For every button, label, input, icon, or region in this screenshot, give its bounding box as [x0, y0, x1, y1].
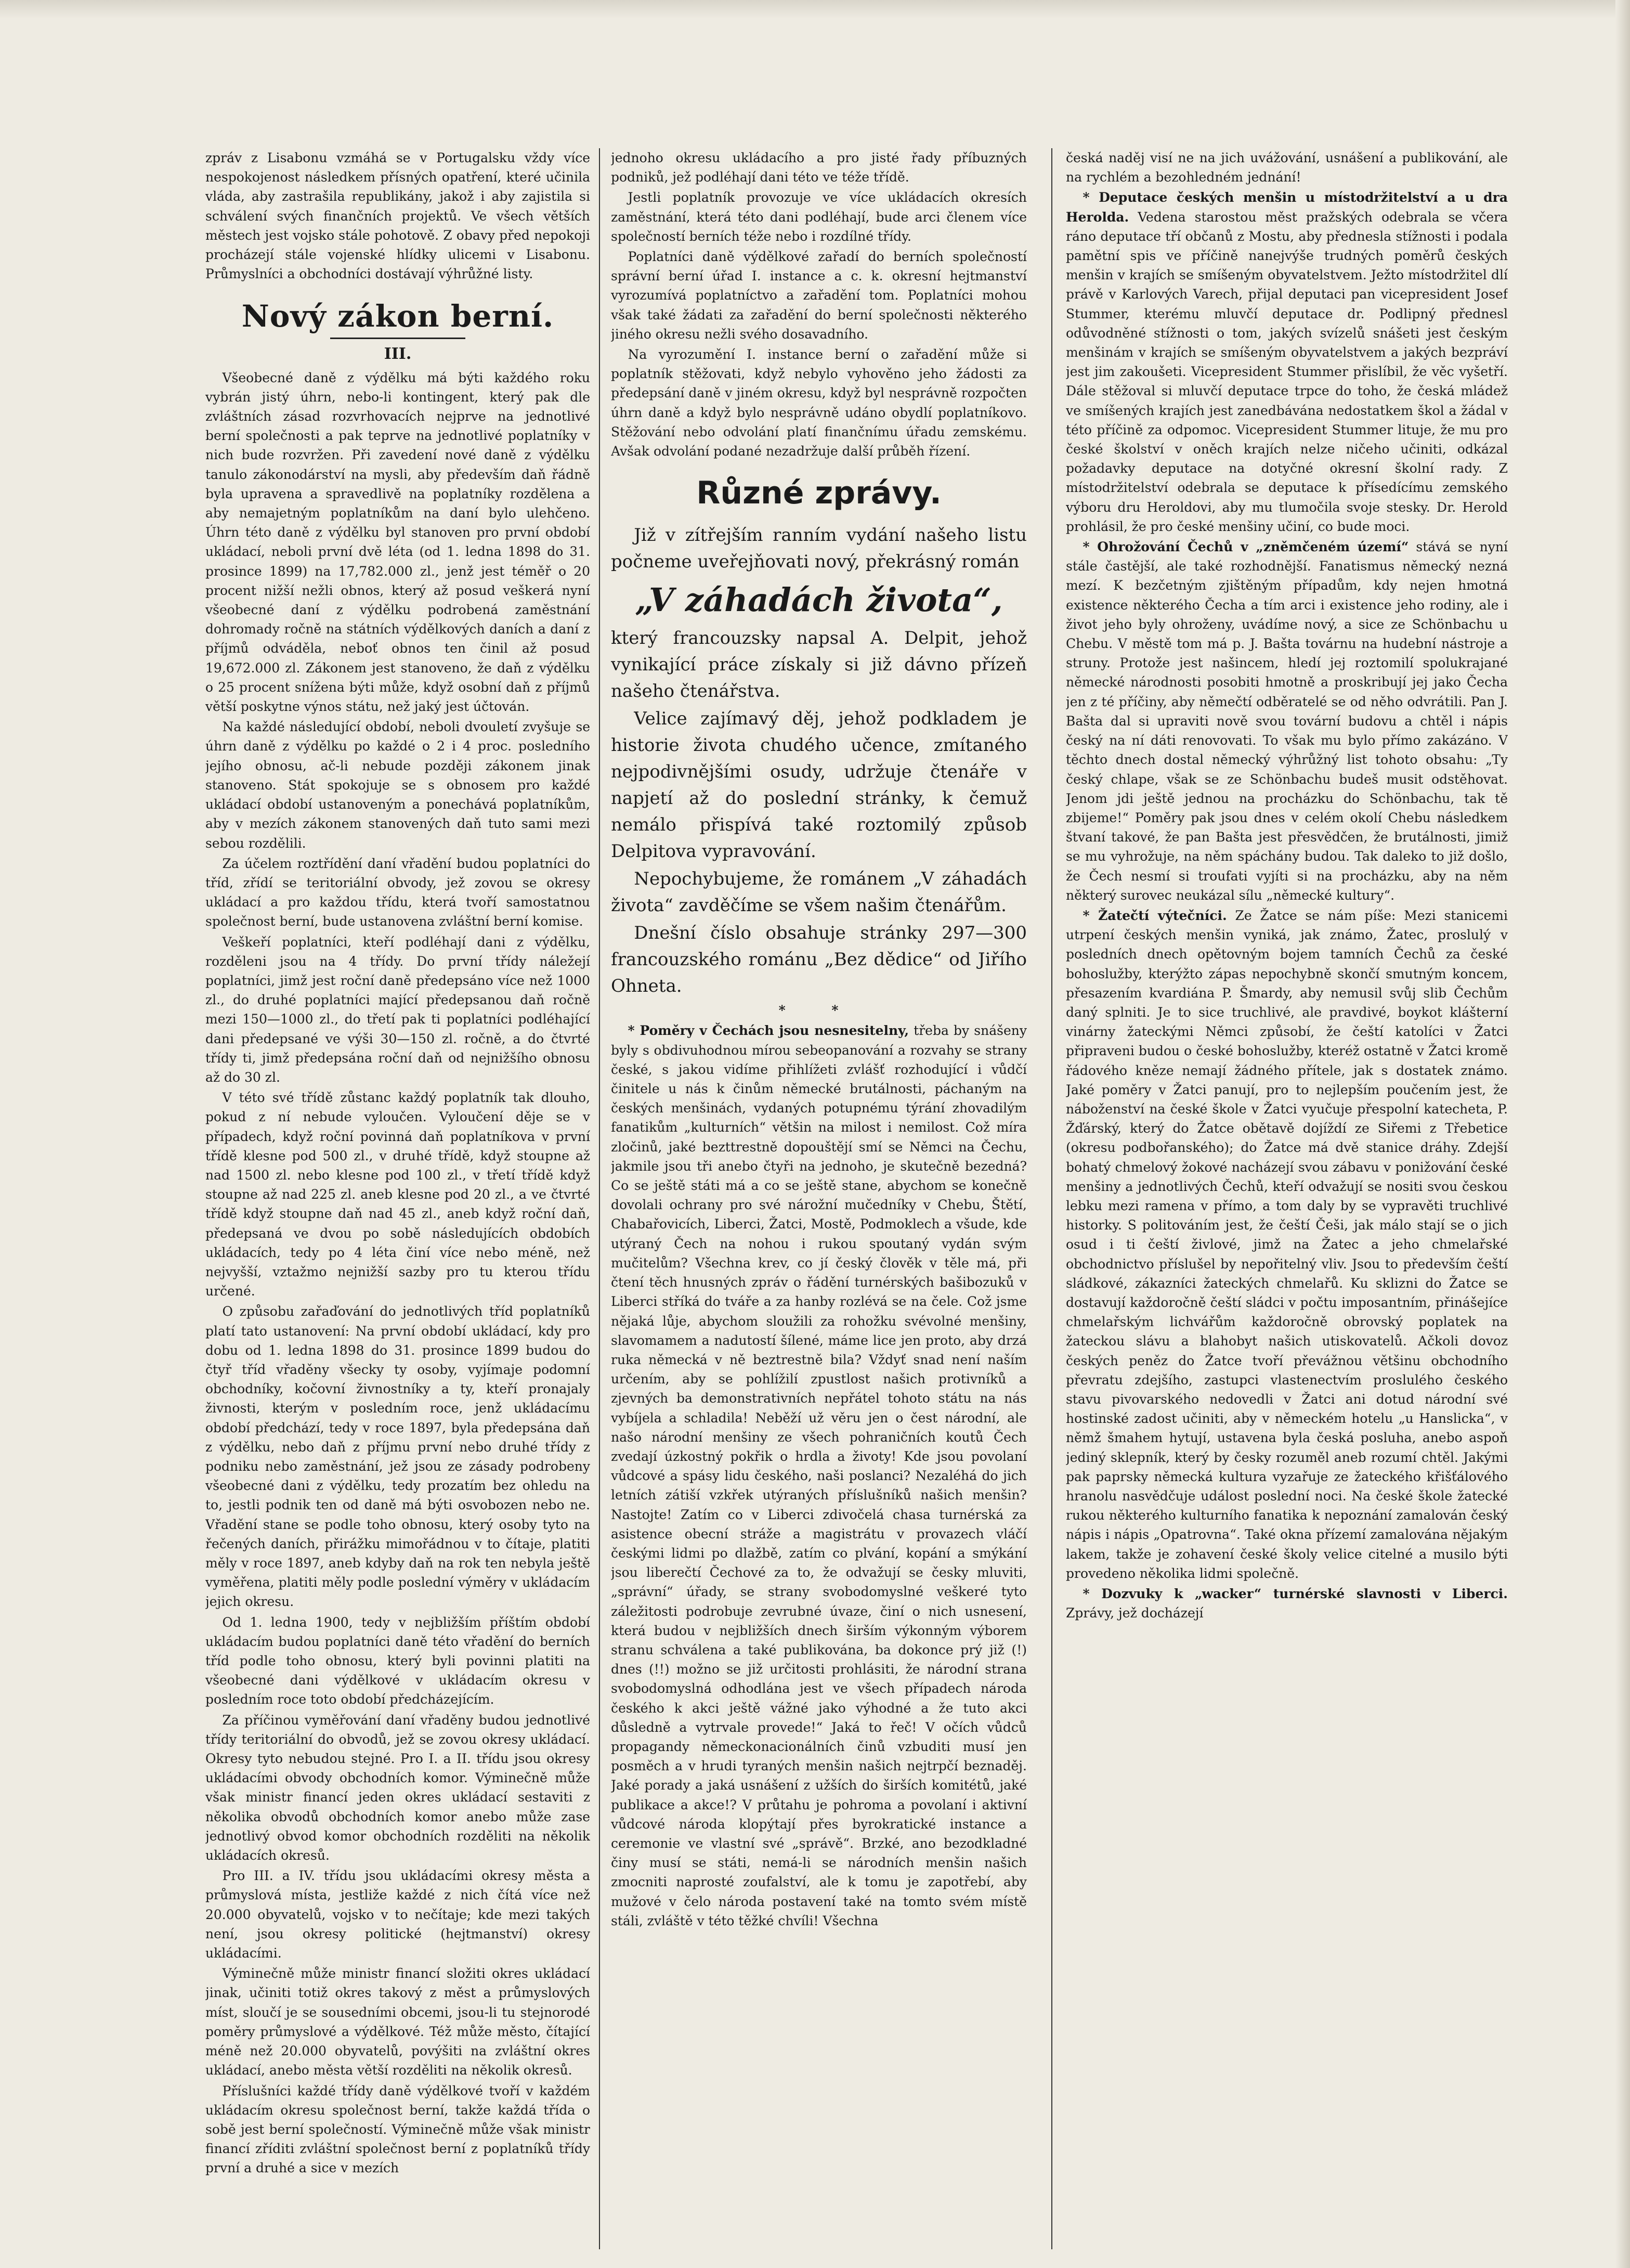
news-item-text: Zprávy, jež docházejí [1066, 1605, 1204, 1621]
announcement-paragraph: Velice zajímavý děj, jehož podkladem je historie života chudého učence, zmítaného nejpodivnějšími osudy, udržuje čtenáře v napjetí až do poslední stránky, k čemuž nemálo přispívá také roztomilý způsob Delpitova vypravování. [611, 708, 1027, 862]
article-paragraph: Pro III. a IV. třídu jsou ukládacími okresy města a průmyslová místa, jestliže každé z nich čítá více než 20.000 obyvatelů, vojsko v to nečítaje; kde mezi takých není, jsou okresy politické (hejtmanství) okresy ukládacími. [205, 1868, 590, 1961]
news-item-heading: * Žatečtí výtečníci. [1083, 908, 1227, 923]
announcement-paragraph: Dnešní číslo obsahuje stránky 297—300 francouzského románu „Bez dědice“ od Jiřího Ohneta. [611, 923, 1027, 997]
article-paragraph: Za účelem roztřídění daní vřadění budou poplatníci do tříd, zřídí se teritoriální obvody, jež zovou se okresy ukládací a pro každou třídu, která tvoří samostatnou společnost berní, bude ustanovena zvláštní berní komise. [205, 856, 590, 929]
news-item [1066, 1584, 1508, 1623]
announcement-paragraph: který francouzsky napsal A. Delpit, jehož vynikající práce získaly si již dávno přízeň našeho čtenářstva. [611, 628, 1027, 702]
article-paragraph: zpráv z Lisabonu vzmáhá se v Portugalsku vždy více nespokojenost následkem přísných opatření, které učinila vláda, aby zastrašila republikány, jakož i aby zajistila si schválení svých finančních projektů. Ve všech větších městech jest vojsko stále pohotově. Z obavy před nepokoji procházejí stále vojenské hlídky ulicemi v Lisabonu. Průmyslníci a obchodníci dostávají výhrůžné listy. [205, 150, 590, 282]
news-item-text: třeba by snášeny byly s obdivuhodnou mírou sebeopanování a rozvahy se strany české, s jakou vidíme přihlížeti zvlášť rozhodující i vůdčí činitele u nás k činům německé brutálnosti, páchaným na českých menšinách, vydaných potupnému týrání zhovadilým fanatikům „kulturních“ většin na milost i nemilost. Což míra zločinů, jaké bezttrestně dopouštějí smí se Němci na Čechu, jakmile jsou tři anebo čtyři na jednoho, je skutečně bezedná? Co se ještě státi má a co se ještě stane, abychom se konečně dovolali ochrany pro své nárožní mučedníky v Chebu, Štětí, Chabařovicích, Liberci, Žatci, Mostě, Podmoklech a všude, kde utýraný Čech na nohou i rukou spoutaný vydán svým mučitelům? Všechna krev, co jí český člověk v těle má, při čtení těch hnusných zpráv o řádění turnérských bašibozuků v Liberci stříká do tváře a za hanby rozlévá se na čele. Což jsme nějaká lůje, abychom sloužili za rohožku svévolné menšiny, slavomamem a nadutostí šílené, máme lice jen proto, aby drzá ruka německá v ně beztrestně bila? Vždyť snad není naším určením, aby se pohlížilí zpustlost našich protivníků a zjevných ba demonstrativních nepřátel tohoto státu na nás vybíjela a schladila! Neběží už věru jen o čest národní, ale našo národní menšiny ze všech pohraničních koutů Čech zvedají úzkostný pokřik o hrdla a životy! Kde jsou povolaní vůdcové a spásy lidu českého, naši poslanci? Nezaléhá do jich letních zátiší vzkřek utýraných příslušníků našich menšin? Nastojte! Zatím co v Liberci zdivočelá chasa turnérská za asistence obecní stráže a magistrátu v provazech vláčí českými lidmi po dlažbě, zatím co plvání, kopání a smýkání jsou liberečtí Čechové za to, že odvažují se česky mluviti, „správní“ úřady, se strany svobodomyslné veškeré tyto záležitosti podrobuje zevrubné úvaze, činí o nich usnesení, která budou v nejbližších dnech širším výkonným výborem stranu schválena a také publikována, ba dokonce prý již (!) dnes (!!) možno se již určitosti prohlásiti, že národní strana svobodomyslná odhodlána jest ve všech případech národa českého k akci ještě vážné jako výhodné a že tuto akci důsledně a vytrvale provede!“ Jaká to řeč! V očích vůdců propagandy německonacionálních činů vzbuditi musí jen posměch a v hrudi tyraných menšin našich nejtrpčí beznaděj. Jaké porady a jaká usnášení z užších do širších komitétů, jaké publikace a akce!? V průtahu je pohroma a povolaní i aktivní vůdcové národa klopýtají přes byrokratické instance a ceremonie ve vlastní své „správě“. Brzké, ano bezodkladné činy musí se státi, nemá-li se národních menšin našich zmocniti naprosté zoufalství, ale k tomu je zapotřebí, aby mužové v čelo národa postavení také na tomto svém místě stáli, zvláště v této těžké chvíli! Všechna [611, 1023, 1027, 1928]
article-paragraph: Veškeří poplatníci, kteří podléhají dani z výdělku, rozděleni jsou na 4 třídy. Do první třídy náležejí poplatníci, jimž jest roční daně předepsáno více než 1000 zl., do druhé poplatníci mající předepsanou daň ročně mezi 150—1000 zl., do třetí pak ti poplatníci podléhající dani předepsané ve výši 30—150 zl. ročně, a do čtvrté třídy ti, jimž předepsána roční daň od nejnižšího obnosu až do 30 zl. [205, 934, 590, 1085]
article-paragraph: Poplatníci daně výdělkové zařadí do berních společností správní berní úřad I. instance a c. k. okresní hejtmanství vyrozumívá poplatníctvo a zařadění tom. Poplatníci mohou však také žádati za zařadění do berní společnosti některého jiného okresu nežli svého dosavadního. [611, 249, 1027, 342]
article-paragraph: Od 1. ledna 1900, tedy v nejbližším příštím období ukládacím budou poplatníci daně této vřadění do berních tříd podle toho obnosu, který byli povinni platiti na všeobecné dani výdělkové v ukládacím okresu v posledním roce toto období předcházejícím. [205, 1614, 590, 1707]
section-heading-various-news: Různé zprávy. [696, 475, 942, 512]
page-edge-top [0, 0, 1630, 19]
announcement-paragraph: Nepochybujeme, že románem „V záhadách života“ zavděčíme se všem našim čtenářům. [611, 869, 1027, 916]
article-paragraph: Na vyrozumění I. instance berní o zařadění může si poplatník stěžovati, když nebylo vyhověno jeho žádosti za předepsání daně v jiném okresu, když byl nesprávně rozpočten úhrn daně a když bylo nesprávně udáno obydlí poplatníkovo. Stěžování nebo odvolání platí finančnímu úřadu zemskému. Avšak odvolání podané nezadržuje další průběh řízení. [611, 347, 1027, 459]
announcement-paragraph: Již v zítřejším ranním vydání našeho listu počneme uveřejňovati nový, překrásný román [611, 525, 1027, 573]
column-3 [1066, 148, 1508, 2254]
column-2 [611, 148, 1027, 2254]
novel-title: „V záhadách života“, [635, 581, 1003, 619]
separator-stars: * * [778, 1003, 859, 1018]
news-item [1066, 906, 1508, 1583]
article-paragraph: Příslušníci každé třídy daně výdělkové tvoří v každém ukládacím okresu společnost berní, takže každá třída o sobě jest berní společností. Výminečně může však ministr financí zříditi zvláštní společnost berní z poplatníků třídy první a druhé a sice v mezích [205, 2083, 590, 2176]
heading-rule [330, 338, 465, 339]
section-number: III. [384, 345, 412, 364]
news-item-heading: * Dozvuky k „wacker“ turnérské slavnosti v Liberci. [1083, 1586, 1508, 1602]
article-paragraph: česká naděj visí ne na jich uvážování, usnášení a publikování, ale na rychlém a bezohledném jednání! [1066, 150, 1508, 185]
news-item-text: Vedena starostou měst pražských odebrala se včera ráno deputace tří občanů z Mostu, aby přednesla stížnosti i podala pamětní spis ve příčině nanejvýše trudných poměrů českých menšin v krajích se smíšeným obyvatelstvem. Ježto místodržitel dlí právě v Karlových Varech, přijal deputaci pan vicepresident Josef Stummer, kterému mluvčí deputace dr. Podlipný přednesl odůvodněné stížnosti o tom, jakých svízelů snášeti jest českým menšinám v krajích se smíšeným obyvatelstvem a jakých bezpráví jest jim zakoušeti. Vicepresident Stummer přislíbil, že věc vyšetří. Dále stěžoval si mluvčí deputace trpce do toho, že česká mládež ve smíšených krajích jest zanedbávána nedostatkem škol a žádal v této příčině za odpomoc. Vicepresident Stummer lituje, že mu pro české školství v oněch krajích nelze ničeho učiniti, odkázal požadavky deputace na dotyčné okresní školní rady. Z místodržitelství odebrala se deputace k přísedícímu zemského výboru dru Heroldovi, aby mu tlumočila svoje stesky. Dr. Herold prohlásil, že pro české menšiny učiní, co bude moci. [1066, 209, 1508, 534]
news-item-text: stává se nyní stále častější, ale také rozhodnější. Fanatismus německý nezná mezí. K bezčetným zjištěným případům, kdy nejen hmotná existence některého Čecha a tím arci i existence jeho rodiny, ale i život jeho byly ohroženy, uvádíme nový, a sice ze Schönbachu u Chebu. V městě tom má p. J. Bašta továrnu na hudební nástroje a struny. Protože jest našincem, hledí jej roztomilí spolukrajané německé národnosti posobiti hmotně a proskribují jej jako Čecha jen z té příčiny, aby němečtí odběratelé se od něho odvrátili. Pan J. Bašta dal si upraviti nově svou tovární budovu a chtěl i nápis český na ní dáti renovovati. To však mu bylo přímo zakázáno. V těchto dnech dostal německý výhrůžný list tohoto obsahu: „Ty český chlape, však se ze Schönbachu budeš musit odstěhovat. Jenom jdi ještě jednou na procházku do Schönbachu, tak tě zbijeme!“ Poměry pak jsou dnes v celém okolí Chebu následkem štvaní takové, že pan Bašta jest přesvědčen, že brutálnosti, jimiž se mu vyhrožuje, na něm spáchány budou. Tak daleko to již došlo, že Čech nesmí si troufati vyjíti si na procházku, aby na něm některý surovec neukázal sílu „německé kultury“. [1066, 539, 1508, 903]
article-paragraph: Výminečně může ministr financí složiti okres ukládací jinak, učiniti totiž okres takový z měst a průmyslových míst, sloučí je se sousedními obcemi, jsou-li tu stejnorodé poměry průmyslové a výdělkové. Též může město, čítající méně než 20.000 obyvatelů, povýšiti na zvláštní okres ukládací, anebo města větší rozděliti na několik okresů. [205, 1966, 590, 2078]
column-rule-1 [599, 148, 600, 2249]
article-paragraph: Za příčinou vyměřování daní vřaděny budou jednotlivé třídy teritoriální do obvodů, jež se zovou okresy ukládací. Okresy tyto nebudou stejné. Pro I. a II. třídu jsou okresy ukládacími obvody obchodních komor. Výminečně může však ministr financí jeden okres ukládací sestaviti z několika obvodů obchodních komor anebo může zase jednotlivý obvod komor obchodních rozděliti na několik ukládacích okresů. [205, 1712, 590, 1863]
news-item [611, 1021, 1027, 1930]
news-item [1066, 537, 1508, 905]
article-paragraph: Jestli poplatník provozuje ve více ukládacích okresích zaměstnání, která této dani podléhají, bude arci členem více společností berních téže nebo i rozdílné třídy. [611, 190, 1027, 244]
article-paragraph: O způsobu zařaďování do jednotlivých tříd poplatníků platí tato ustanovení: Na první období ukládací, kdy pro dobu od 1. ledna 1898 do 31. prosince 1899 budou do čtyř tříd vřaděny všecky ty osoby, vyjímaje podomní obchodníky, kočovní živnostníky a ty, kteří pronajaly živnosti, kterým v posledním roce, jenž ukládacímu období předchází, tedy v roce 1897, byla předepsána daň z výdělku, nebo daň z příjmu první nebo druhé třídy z podniku nebo zaměstnání, jež jsou ze zásady podrobeny všeobecné dani z výdělku, tedy prozatím bez ohledu na to, jestli podnik ten od daně má býti osvobozen nebo ne. Vřadění stane se podle toho obnosu, který osoby tyto na řečených daních, přirážku mimořádnou v to čítaje, platiti měly v roce 1897, aneb kdyby daň na rok ten nebyla ještě vyměřena, platiti měly podle poslední výměry v ukládacím jejich okresu. [205, 1304, 590, 1610]
news-item-heading: * Poměry v Čechách jsou nesnesitelny, [628, 1023, 909, 1039]
news-item-heading: * Ohrožování Čechů v „zněmčeném území“ [1083, 539, 1409, 555]
column-1 [205, 148, 590, 2254]
article-paragraph: jednoho okresu ukládacího a pro jisté řady příbuzných podniků, jež podléhají dani této ve téže třídě. [611, 150, 1027, 185]
news-item [1066, 188, 1508, 536]
page-edge-right [1615, 0, 1630, 2268]
article-paragraph: Na každé následující období, neboli dvouletí zvyšuje se úhrn daně z výdělku po každé o 2 i 4 proc. posledního jejího obnosu, ač-li nebude později zákonem jinak stanoveno. Stát spokojuje se s obnosem pro každé ukládací období ustanoveným a ponechává poplatníkům, aby v mezích zákonem stanovených daň tuto sami mezi sebou rozdělili. [205, 719, 590, 851]
news-item-heading: * Deputace českých menšin u místodržitelství a u dra Herolda. [1066, 190, 1508, 225]
article-heading-tax-law: Nový zákon berní. [241, 299, 554, 334]
column-rule-2 [1051, 148, 1052, 2249]
news-item-text: Ze Žatce se nám píše: Mezi stanicemi utrpení českých menšin vyniká, jak známo, Žatec, proslulý v posledních dnech opětovným bojem tamních Čechů za české bohoslužby, kterýžto zápas nepochybně skončí smutným koncem, přesazením kvardiána P. Šmardy, aby nemusil svůj slib Čechům daný splniti. Je to sice truchlivé, ale pravdivé, boykot klášterní vinárny žateckými Němci způsobí, že čeští katolíci v Žatci připraveni budou o české bohoslužby, kteréž ostatně v Žatci kromě řádového kněze nemají žádného přítele, jak s dostatek známo. Jaké poměry v Žatci panují, pro to nejlepším poučením jest, že náboženství na české škole v Žatci vyučuje přespolní katecheta, P. Žďárský, který do Žatce obětavě dojíždí ze Siřemi z Třebetice (okresu podbořanského); do Žatce má dvě stanice dráhy. Zdejší bohatý chmelový žokové nacházejí svou zábavu v ponižování české menšiny a jednotlivých Čechů, kteří odvažují se nositi svou českou lebku mezi ramena v přímo, a tom daly by se vypravěti truchlivé historky. S politováním jest, že čeští Češi, jak málo stají se o jich osud i ti čeští živlové, jimž na Žatec a jeho chmelařské obchodnictvo příslušel by nepořitelný vliv. Jsou to především čeští sládkové, zákazníci žateckých chmelařů. Ku sklizni do Žatce se dostavují každoročně čeští sládci v počtu imposantním, přinášejíce chmelařským lichvářům každoročně obrovský poplatek na žateckou slávu a blahobyt našich utiskovatelů. Ačkoli dovoz českých peněz do Žatce tvoří převážnou většinu obchodního převratu zdejšího, zastupci vlastenectvím proslulého českého stavu pivovarského nedovedli v Žatci ani dotud národní své hostinské zadost učiniti, aby v německém hotelu „u Hanslicka“, v němž šmahem hytují, ustavena byla česká posluha, anebo aspoň jediný sklepník, který by česky rozuměl aneb rozumí chtěl. Jakými pak paprsky německá kultura vyzařuje ze žateckého křišťálového hranolu nasvědčuje událost poslední noci. Na české škole žatecké rukou některého kulturního fanatika k nepoznání zamalován český nápis i nápis „Opatrovna“. Také okna přízemí zamalována nějakým lakem, takže je zohavení české školy velice citelné a musilo býti provedeno několika lidmi společně. [1066, 908, 1508, 1581]
article-paragraph: Všeobecné daně z výdělku má býti každého roku vybrán jistý úhrn, nebo-li kontingent, který pak dle zvláštních zásad rozvrhovacích nejprve na jednotlivé berní společnosti a pak teprve na jednotlivé poplatníky v nich bude rozvržen. Při zavedení nové daně z výdělku tanulo zákonodárství na mysli, aby především daň řádně byla upravena a spravedlivě na poplatníky rozdělena a aby nemajetným poplatníkům na daní bylo ulehčeno. Úhrn této daně z výdělku byl stanoven pro první období ukládací, neboli první dvě léta (od 1. ledna 1898 do 31. prosince 1899) na 17,782.000 zl., jenž jest téměř o 20 procent nižší nežli obnos, který až posud veškerá nyní všeobecné daní z výdělku podrobená zaměstnání dohromady ročně na státních výdělkových daních a daní z příjmů odváděla, neboť obnos ten činil až posud 19,672.000 zl. Zákonem jest stanoveno, že daň z výdělku o 25 procent snížena býti může, když osobní daň z příjmů větší poskytne výnos státu, než jaký jest účtován. [205, 370, 590, 715]
article-paragraph: V této své třídě zůstanc každý poplatník tak dlouho, pokud z ní nebude vyloučen. Vyloučení děje se v případech, když roční povinná daň poplatníkova v první třídě klesne pod 500 zl., v druhé třídě, když stoupne až nad 1500 zl. nebo klesne pod 100 zl., v třetí třídě když stoupne až nad 225 zl. aneb klesne pod 20 zl., a ve čtvrté třídě když stoupne daň nad 45 zl., aneb když roční daň, předepsaná ve dvou po sobě následujících obdobích ukládacích, tedy po 4 léta činí více nebo méně, než nejvyšší, vztažmo nejnižší sazby pro tu kterou třídu určené. [205, 1090, 590, 1299]
